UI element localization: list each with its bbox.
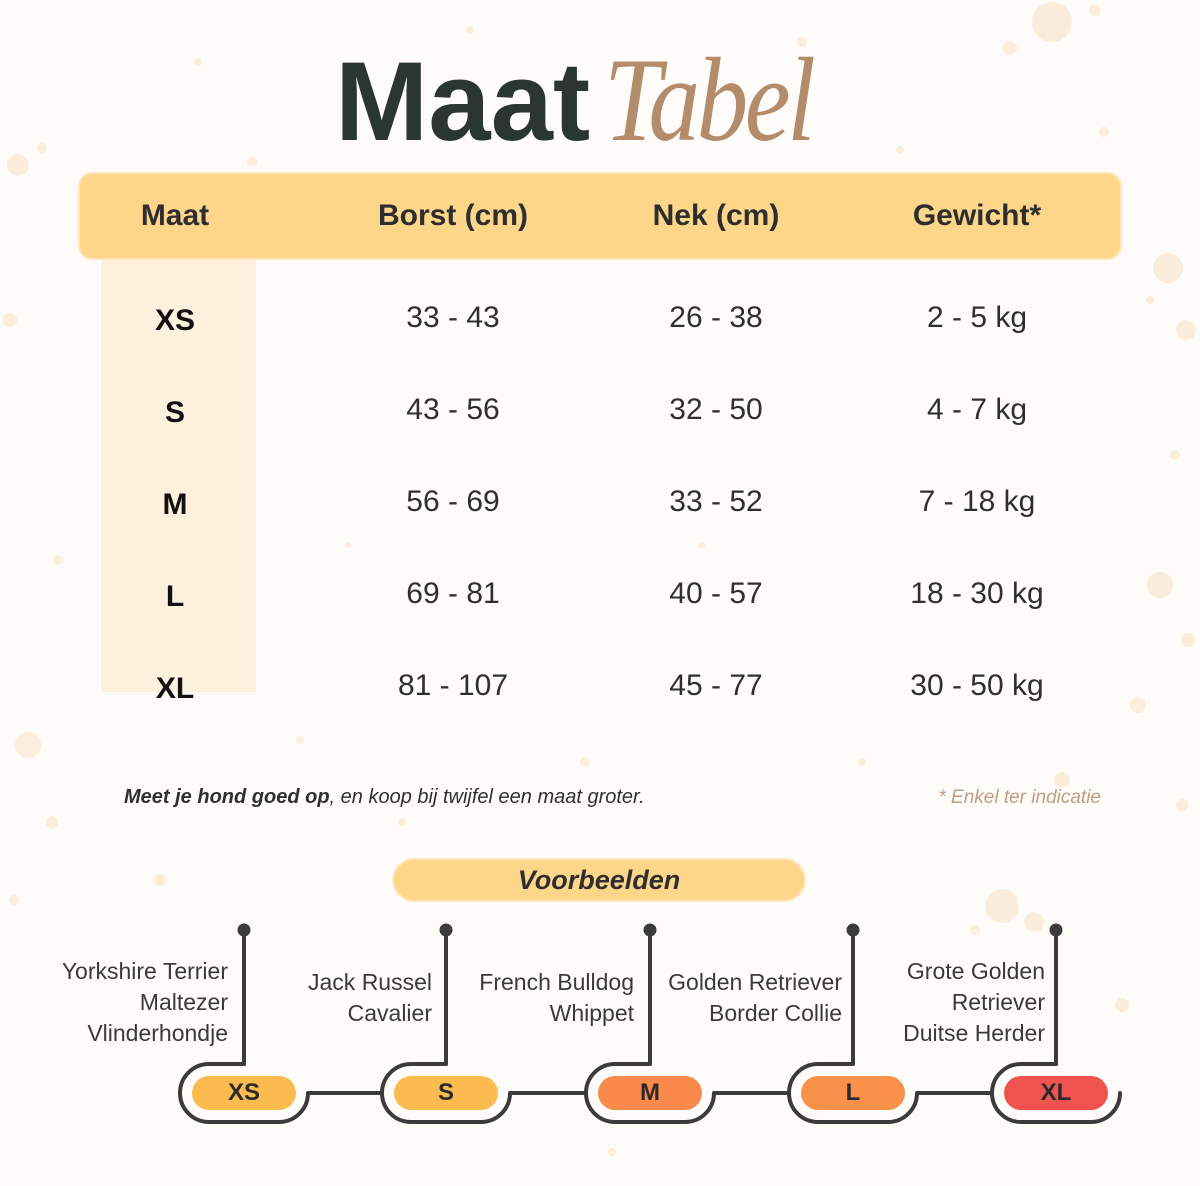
pin-dot: [847, 924, 860, 937]
size-pill-m: M: [598, 1076, 702, 1110]
size-pill-xl: XL: [1004, 1076, 1108, 1110]
weight-range: 4 - 7 kg: [926, 393, 1028, 426]
size-pill-s: S: [394, 1076, 498, 1110]
size-label: XS: [154, 304, 196, 337]
weight-range: 2 - 5 kg: [926, 301, 1028, 334]
size-label: XL: [155, 672, 195, 705]
breed-name: Duitse Herder: [903, 1020, 1045, 1046]
column-header-weight: Gewicht*: [912, 199, 1042, 232]
title-script-part: Tabel: [604, 33, 813, 166]
breed-name: Maltezer: [139, 989, 228, 1015]
breed-name: Cavalier: [347, 1000, 432, 1026]
neck-range: 40 - 57: [669, 577, 763, 610]
column-header-size: Maat: [140, 199, 210, 232]
breed-name: Vlinderhondje: [87, 1020, 228, 1046]
neck-range: 26 - 38: [669, 301, 763, 334]
breed-name: Jack Russel: [308, 969, 432, 995]
size-label: M: [162, 488, 188, 521]
breed-name: French Bulldog: [479, 969, 634, 995]
breed-list-m: [414, 967, 634, 1029]
breed-list-xl: [825, 956, 1045, 1049]
column-header-chest: Borst (cm): [377, 199, 528, 232]
breed-name: Yorkshire Terrier: [61, 958, 228, 984]
chest-range: 43 - 56: [406, 393, 500, 426]
breed-name: Golden Retriever: [668, 969, 842, 995]
neck-range: 33 - 52: [669, 485, 763, 518]
weight-range: 18 - 30 kg: [910, 577, 1044, 610]
chest-range: 69 - 81: [406, 577, 500, 610]
weight-disclaimer: * Enkel ter indicatie: [938, 787, 1101, 808]
title-bold-part: Maat: [335, 39, 591, 164]
neck-range: 32 - 50: [669, 393, 763, 426]
pin-dot: [1050, 924, 1063, 937]
size-label: L: [165, 580, 185, 613]
tip-emphasis: Meet je hond goed op: [124, 786, 330, 808]
neck-range: 45 - 77: [669, 669, 763, 702]
pin-dot: [644, 924, 657, 937]
chest-range: 81 - 107: [397, 669, 509, 702]
breed-name: Grote Golden: [906, 958, 1045, 984]
weight-range: 7 - 18 kg: [918, 485, 1036, 518]
tip-text: , en koop bij twijfel een maat groter.: [329, 786, 645, 808]
chest-range: 33 - 43: [406, 301, 500, 334]
pin-dots: [238, 924, 1063, 937]
weight-range: 30 - 50 kg: [910, 669, 1044, 702]
size-pill-xs: XS: [192, 1076, 296, 1110]
breed-name: Border Collie: [709, 1000, 842, 1026]
breed-list-l: [622, 967, 842, 1029]
breed-list-s: [212, 967, 432, 1029]
breed-name: Whippet: [549, 1000, 634, 1026]
examples-heading: Voorbeelden: [392, 858, 806, 902]
breed-list-xs: [8, 956, 228, 1049]
chest-range: 56 - 69: [406, 485, 500, 518]
breed-name: Retriever: [951, 989, 1045, 1015]
column-header-neck: Nek (cm): [652, 199, 780, 232]
size-label: S: [164, 396, 185, 429]
pin-dot: [440, 924, 453, 937]
size-pill-l: L: [801, 1076, 905, 1110]
pin-dot: [238, 924, 251, 937]
